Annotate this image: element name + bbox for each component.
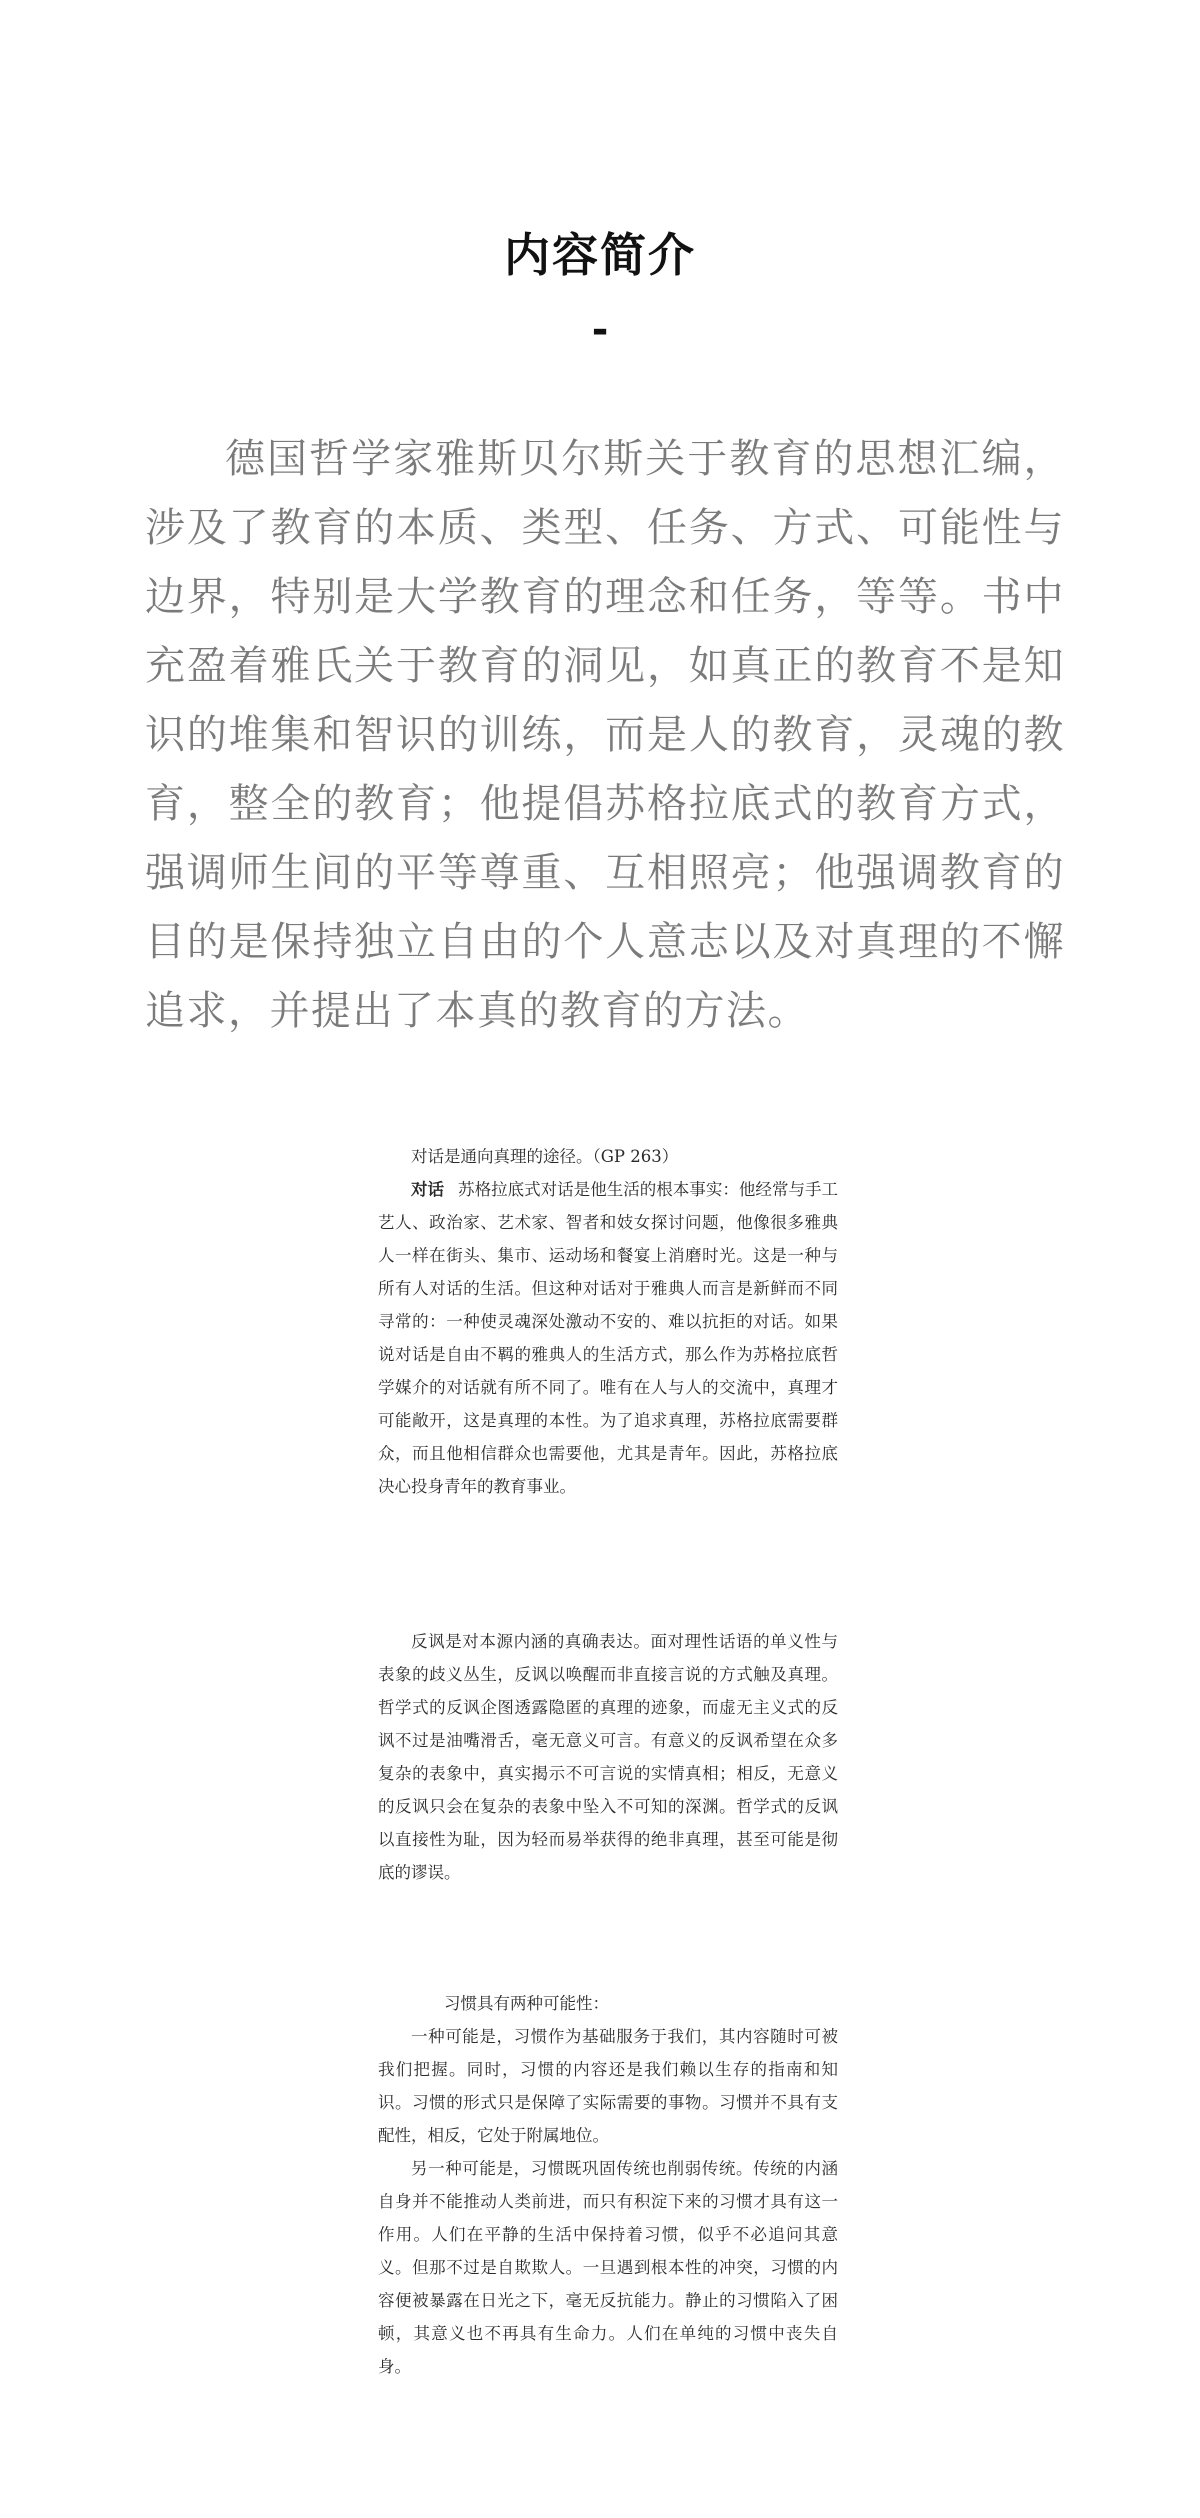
- excerpt-heading: 习惯具有两种可能性：: [444, 1994, 609, 2013]
- excerpt-paragraph: 另一种可能是，习惯既巩固传统也削弱传统。传统的内涵自身并不能推动人类前进，而只有积淀下来的习惯才具有这一作用。人们在平静的生活中保持着习惯，似乎不必追问其意义。但那不过是自欺欺人。一旦遇到根本性的冲突，习惯的内容便被暴露在日光之下，毫无反抗能力。静止的习惯陷入了困顿，其意义也不再具有生命力。人们在单纯的习惯中丧失自身。: [378, 2159, 838, 2376]
- excerpt-dialogue: [378, 1140, 838, 1503]
- intro-paragraph: 德国哲学家雅斯贝尔斯关于教育的思想汇编，涉及了教育的本质、类型、任务、方式、可能性与边界，特别是大学教育的理念和任务，等等。书中充盈着雅氏关于教育的洞见，如真正的教育不是知识的堆集和智识的训练，而是人的教育，灵魂的教育，整全的教育；他提倡苏格拉底式的教育方式，强调师生间的平等尊重、互相照亮；他强调教育的目的是保持独立自由的个人意志以及对真理的不懈追求，并提出了本真的教育的方法。: [145, 436, 1065, 1034]
- title-divider: -: [591, 307, 609, 353]
- excerpt-habit: [378, 1987, 838, 2383]
- excerpt-term: 对话: [411, 1180, 445, 1199]
- excerpt-quote: 对话是通向真理的途径。（GP 263）: [411, 1147, 679, 1166]
- excerpt-irony: [378, 1625, 838, 1889]
- page-title: 内容简介: [504, 228, 696, 282]
- excerpt-body: 苏格拉底式对话是他生活的根本事实：他经常与手工艺人、政治家、艺术家、智者和妓女探讨问题，他像很多雅典人一样在街头、集市、运动场和餐宴上消磨时光。这是一种与所有人对话的生活。但这种对话对于雅典人而言是新鲜而不同寻常的：一种使灵魂深处激动不安的、难以抗拒的对话。如果说对话是自由不羁的雅典人的生活方式，那么作为苏格拉底哲学媒介的对话就有所不同了。唯有在人与人的交流中，真理才可能敞开，这是真理的本性。为了追求真理，苏格拉底需要群众，而且他相信群众也需要他，尤其是青年。因此，苏格拉底决心投身青年的教育事业。: [378, 1180, 839, 1496]
- excerpt-paragraph: 反讽是对本源内涵的真确表达。面对理性话语的单义性与表象的歧义丛生，反讽以唤醒而非直接言说的方式触及真理。哲学式的反讽企图透露隐匿的真理的迹象，而虚无主义式的反讽不过是油嘴滑舌，毫无意义可言。有意义的反讽希望在众多复杂的表象中，真实揭示不可言说的实情真相；相反，无意义的反讽只会在复杂的表象中坠入不可知的深渊。哲学式的反讽以直接性为耻，因为轻而易举获得的绝非真理，甚至可能是彻底的谬误。: [378, 1632, 838, 1882]
- excerpt-paragraph: 一种可能是，习惯作为基础服务于我们，其内容随时可被我们把握。同时，习惯的内容还是我们赖以生存的指南和知识。习惯的形式只是保障了实际需要的事物。习惯并不具有支配性，相反，它处于附属地位。: [378, 2027, 838, 2145]
- excerpt-paragraph: [378, 1173, 838, 1503]
